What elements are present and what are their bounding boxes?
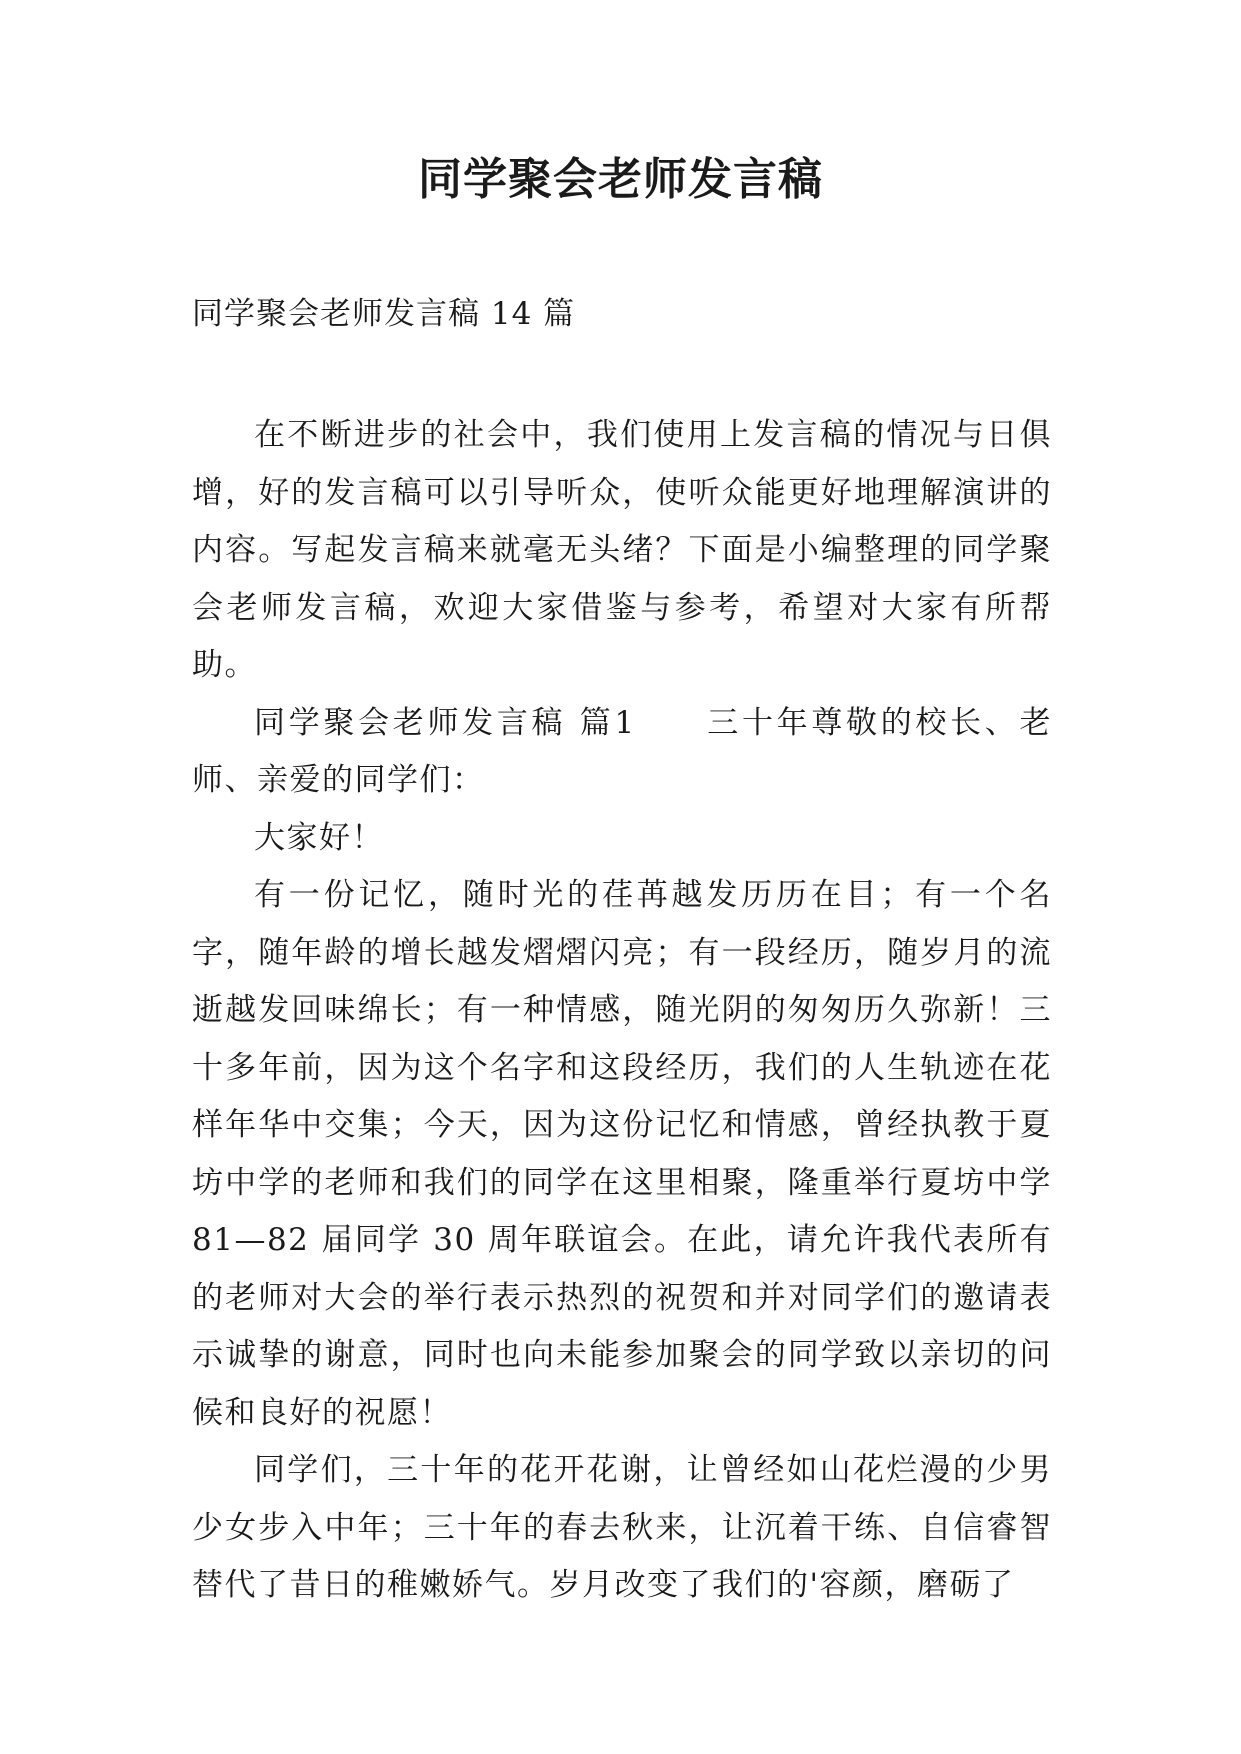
paragraph-heading-1: 同学聚会老师发言稿 篇1 三十年尊敬的校长、老师、亲爱的同学们： <box>192 704 1052 798</box>
paragraph-greeting: 大家好！ <box>254 819 384 856</box>
document-subtitle: 同学聚会老师发言稿 14 篇 <box>192 296 576 332</box>
paragraph-memory: 有一份记忆，随时光的荏苒越发历历在目；有一个名字，随年龄的增长越发熠熠闪亮；有一段经历，随岁月的流逝越发回味绵长；有一种情感，随光阴的匆匆历久弥新！三十多年前，因为这个名字和这段经历，我们的人生轨迹在花样年华中交集；今天，因为这份记忆和情感，曾经执教于夏坊中学的老师和我们的同学在这里相聚，隆重举行夏坊中学81—82 届同学 30 周年联谊会。在此，请允许我代表所有的老师对大会的举行表示热烈的祝贺和并对同学们的邀请表示诚挚的谢意，同时也向未能参加聚会的同学致以亲切的问候和良好的祝愿！ <box>192 877 1052 1431</box>
paragraph-classmates: 同学们，三十年的花开花谢，让曾经如山花烂漫的少男少女步入中年；三十年的春去秋来，让沉着干练、自信睿智替代了昔日的稚嫩娇气。岁月改变了我们的'容颜，磨砺了 <box>192 1452 1052 1603</box>
paragraph-intro: 在不断进步的社会中，我们使用上发言稿的情况与日俱增，好的发言稿可以引导听众，使听众能更好地理解演讲的内容。写起发言稿来就毫无头绪？下面是小编整理的同学聚会老师发言稿，欢迎大家借鉴与参考，希望对大家有所帮助。 <box>192 417 1052 683</box>
document-body <box>192 407 1052 1615</box>
document-title: 同学聚会老师发言稿 <box>418 154 823 205</box>
